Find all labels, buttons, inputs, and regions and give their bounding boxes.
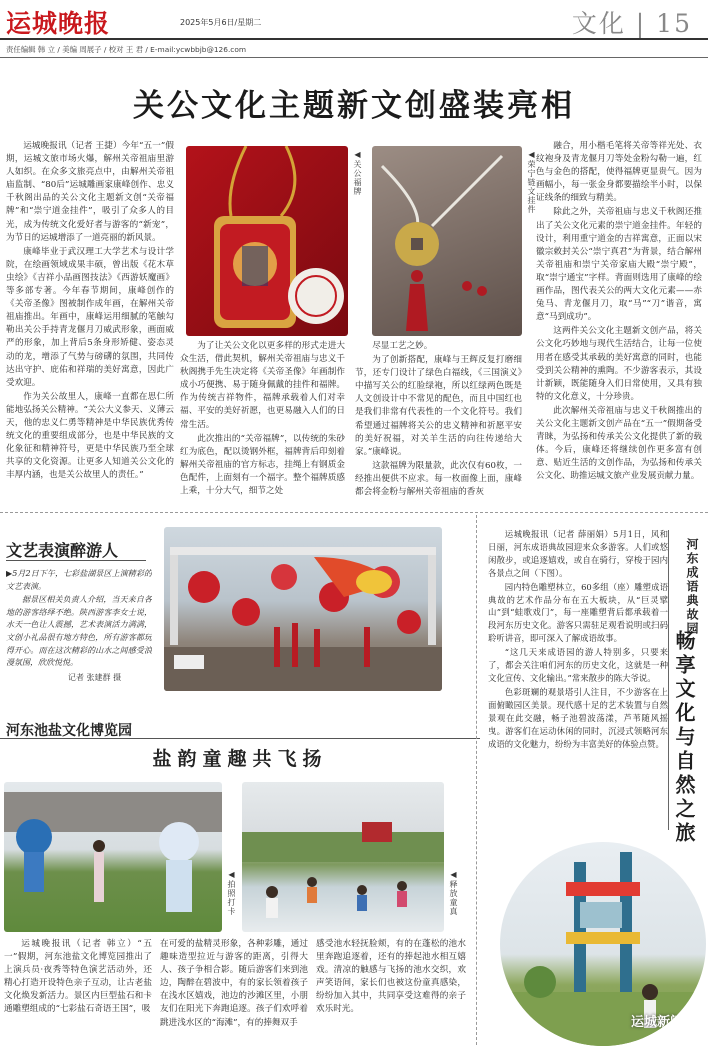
main-paragraph: 为了创新搭配，康峰与王辉反复打磨细节，还专门设计了绿色白福线，《三国演义》中描写关公的红脸绿袍，所以红绿两色既是人文创设计中不常见的配色，而且中国红也是我们非常有代表性的一个文化符号。我们希望通过福牌将关公的忠义精神和祈愿平安的美好祝福，对关羊生活的向往传递给大家。”康峰说。 [355,355,522,457]
main-paragraph: 尽显工艺之妙。 [372,341,433,351]
art-title-rule [6,560,146,561]
art-section-title: 文艺表演醉游人 [6,541,119,560]
salt-section-title: 盐韵童趣共飞扬 [152,748,328,770]
art-photo-credit: 记者 张建群 摄 [68,673,122,682]
main-paragraph: 这两件关公文化主题新文创产品，将关公文化巧妙地与现代生活结合，让每一位使用者在感受其承载的美好寓意的同时，也能受到关公精神的熏陶。不少游客表示，其设计新颖，既能随身入们日常使用，又具有独特的文化意义，十分珍贵。 [536,326,702,402]
idiom-park-photo [500,842,706,1046]
fortune-plaque-illustration [186,146,348,336]
main-paragraph: 此次推出的“关帝福牌”，以传统的朱砂红为底色，配以烫钢外框，福牌背后印刻着解州关帝祖庙的官方标志，挂绳上有钢质金色配件，上面刻有一个福字。整个福牌质感上乘，十分大气，细节之处 [180,433,345,497]
salt-paragraph: 在可爱的盐精灵形象，各种彩雕，通过趣味造型拉近与游客的距离，引得大人、孩子争相合影。随后游客们来到池边，陶醉在碧波中，有的家长领着孩子在浅水区嬉戏，池边的沙滩区里，小朋友们在阳光下奔跑追逐。孩子们欢呼着跳进浅水区的“海滩”，有的捧舞双手 [160,939,308,1028]
main-paragraph: 康峰毕业于武汉理工大学艺术与设计学院，在绘画领域成果丰硕，曾出版《花木草虫绘》《吉祥小品画图技法》《西游妖魔画》等多部专著。今年春节期间，康峰创作的《关帝圣像》图被制作成年画，在解州关帝祖庙推出。年画中，康峰运用细腻的笔触勾勒出关公手持青龙偃月刀威武形象，画面威严的形象，加上背后5条身形矫健、姿态灵动的龙，增添了气势与磅礴的氛围，共同传达出守护、庇佑和祥瑞的美好寓意，因此广受欢迎。 [6,246,174,388]
issue-date: 2025年5月6日/星期二 [180,18,262,27]
section-divider [0,512,708,513]
art-paragraph: ▶5月2日下午，七彩盐湖景区上演精彩的文艺表演。 [6,569,152,591]
main-paragraph: 为了让关公文化以更多样的形式走进大众生活，借此契机，解州关帝祖庙与忠义千秋阁携手先生决定将《关帝圣像》年画制作成小巧便携、易于随身佩戴的挂件和福牌。作为传统吉祥物件，福牌承载着人们对幸福、平安的美好祈愿，也更易融入人们的日常生活。 [180,341,345,430]
main-paragraph: 除此之外，关帝祖庙与忠义千秋阁还推出了关公文化元素的崇宁道金挂件。年轻的设计，利用重宁道金的吉祥寓意，正面以宋徽宗敕封关公“崇宁真君”为背景，结合解州关帝祖庙和崇宁关帝家庙大殿“崇宁殿”，取“崇宁通宝”字样。背面则选用了康峰的绘画作品，图代表关公的两大文化元素——赤兔马、青龙偃月刀，取“马”“刀”谐音，寓意“马到成功”。 [536,207,702,323]
editors-line: 责任编辑 韩 立 / 美编 周展子 / 校对 王 君 / E-mail:ycwbbjb@126.com [6,45,247,54]
photo-caption-photo-check-in: ◀拍照打卡 [227,870,236,916]
salt-park-photo-left [4,782,222,932]
river-paragraph: 运城晚报讯（记者 薛丽娟）5月1日，风和日丽，河东成语典故园迎来众多游客。人们或悠闲散步，或追逐嬉戏，或自在骑行，穿梭于园内各景点之间（下图）。 [488,529,668,578]
watermark-logo: 运城新闻网 [630,1015,696,1030]
salt-kicker-rule [0,738,480,739]
main-paragraph: 融合，用小楷毛笔将关帝等祥光处、衣纹袍身及青龙偃月刀等处金粉勾勒一遍，红色与金色的搭配，使得福牌更显贵气。因为画幅小，每一张金身都要描绘半小时，以保证线条的细致与精美。 [536,141,702,204]
main-paragraph: 运城晚报讯（记者 王捷）今年“五一”假期，运城文旅市场火爆，解州关帝祖庙里游人如织。在众多文旅亮点中，由解州关帝祖庙监制、“80后”运城雕画家康峰创作、忠义千秋阁出品的关公文化主题新文创“关帝福牌”和“崇宁道金挂件”，吸引了众多人的目光，成为传统文化爱好者与游客的“新宠”，为节日的运城增添了一道亮丽的新风景。 [6,141,174,243]
salt-paragraph: 运城晚报讯（记者 韩立）“五一”假期，河东池盐文化博览园推出了上演兵员·夜秀等特色演艺活动外，还精心打造开设特色亲子互动，让古老盐文化焕发新活力。景区内巨型盐石和卡通雕塑组成的“七彩盐石奇语王国”，吸 [4,939,152,1015]
art-body [6,568,152,676]
photo-caption-fortune-plaque: ◀关公福牌 [353,150,362,196]
coin-pendant-photo [372,146,522,336]
column-divider [476,515,477,1045]
photo-caption-coin-pendant: ◀荣宁链文挂件 [527,150,536,214]
section-page-label: 文化 | 15 [571,9,692,38]
fortune-plaque-photo [186,146,348,336]
river-paragraph: “这几天来成语园的游人特别多，只要来了，都会关注咱们河东的历史文化，这就是一种文化宣传、文化输出。”常来散步的陈大爷说。 [488,647,668,683]
cartoon-sculpture-illustration [4,782,222,932]
art-performance-photo [164,527,442,691]
editors-rule [0,57,708,58]
masthead-rule [0,38,708,40]
river-section-kicker: 河东成语典故园 [685,538,699,636]
main-column-4 [536,140,702,502]
vertical-title-rule [668,530,669,830]
main-column-2 [180,340,345,502]
coin-pendant-illustration [372,146,522,336]
river-section-title: 畅享文化与自然之旅 [672,630,696,846]
salt-paragraph: 感受池水轻抚脸颊，有的在蓬松的池水里奔跑追逐着，还有的捧起池水相互嬉戏。清凉的触感与飞扬的池水交织，欢声笑语间，家长们也被这份童真感染，纷纷加入其中，共同享受这难得的亲子欢乐时光。 [316,939,466,1015]
salt-park-photo-right [242,782,444,932]
salt-column-1 [4,938,152,1044]
main-paragraph: 此次解州关帝祖庙与忠义千秋阁推出的关公文化主题新文创产品在“五一”假期备受青睐，为弘扬和传承关公文化提供了新的载体。今后，康峰还将继续创作更多富有创意、贴近生活的文创作品，为弘扬和传承关公文化、助推运城文旅产业发展贡献力量。 [536,405,702,482]
river-paragraph: 色彩斑斓的观景塔引人注目，不少游客在上面俯瞰园区美景。现代感十足的艺术装置与自然景观在此交融，畅子池碧波荡漾，芦苇随风摇曳。游客们在运动休闲的同时，沉浸式领略河东成语的文化魅力，纷纷为丰富美好的体验点赞。 [488,686,668,749]
main-column-1 [6,140,174,502]
art-paragraph: 据景区相关负责人介绍，当天来自各地的游客络绎不绝。陕西游客李女士说，水天一色让人震撼，艺术表演活力满满，文创小礼品很有地方特色，所有游客都玩得开心。而在这次精彩的山水之间感受浪漫氛围，欣欣悦悦。 [6,595,152,668]
river-body [488,528,668,846]
river-paragraph: 园内特色雕塑林立，60多组（座）雕塑成语典故的艺术作品分布在五大板块，从“巨灵擘山”到“蛙歌戏门”，每一座雕塑背后都承载着一段河东历史文化。游客只需驻足观看说明或扫码聆听讲音，即可深入了解成语故事。 [488,581,668,644]
main-headline: 关公文化主题新文创盛装亮相 [133,88,575,124]
salt-column-3 [316,938,466,1044]
stage-illustration [164,527,442,691]
photo-caption-release-childhood: ◀释放童真 [449,870,458,916]
main-column-3 [355,340,522,502]
newspaper-logo: 运城晚报 [6,9,111,38]
salt-column-2 [160,938,308,1044]
main-paragraph: 作为关公故里人，康峰一直都在思仁所能地弘扬关公精神。“关公大义参天、义薄云天，他的忠义仁勇等精神是中华民族优秀传统文化的重要组成部分，也是中华民族的文化象征和精神符号，更是中华民族乃至全球共享的文化资源。让更多人知道关公文化的丰厚内涵，也是关公故里人的责任。” [6,391,174,481]
children-playing-illustration [242,782,444,932]
main-paragraph: 这款福牌为限量款，此次仅有60枚，一经推出便供不应求。每一枚面像上面，康峰都会将金粉与解州关帝祖庙的香灰 [355,460,522,498]
salt-section-kicker: 河东池盐文化博览园 [6,723,132,739]
